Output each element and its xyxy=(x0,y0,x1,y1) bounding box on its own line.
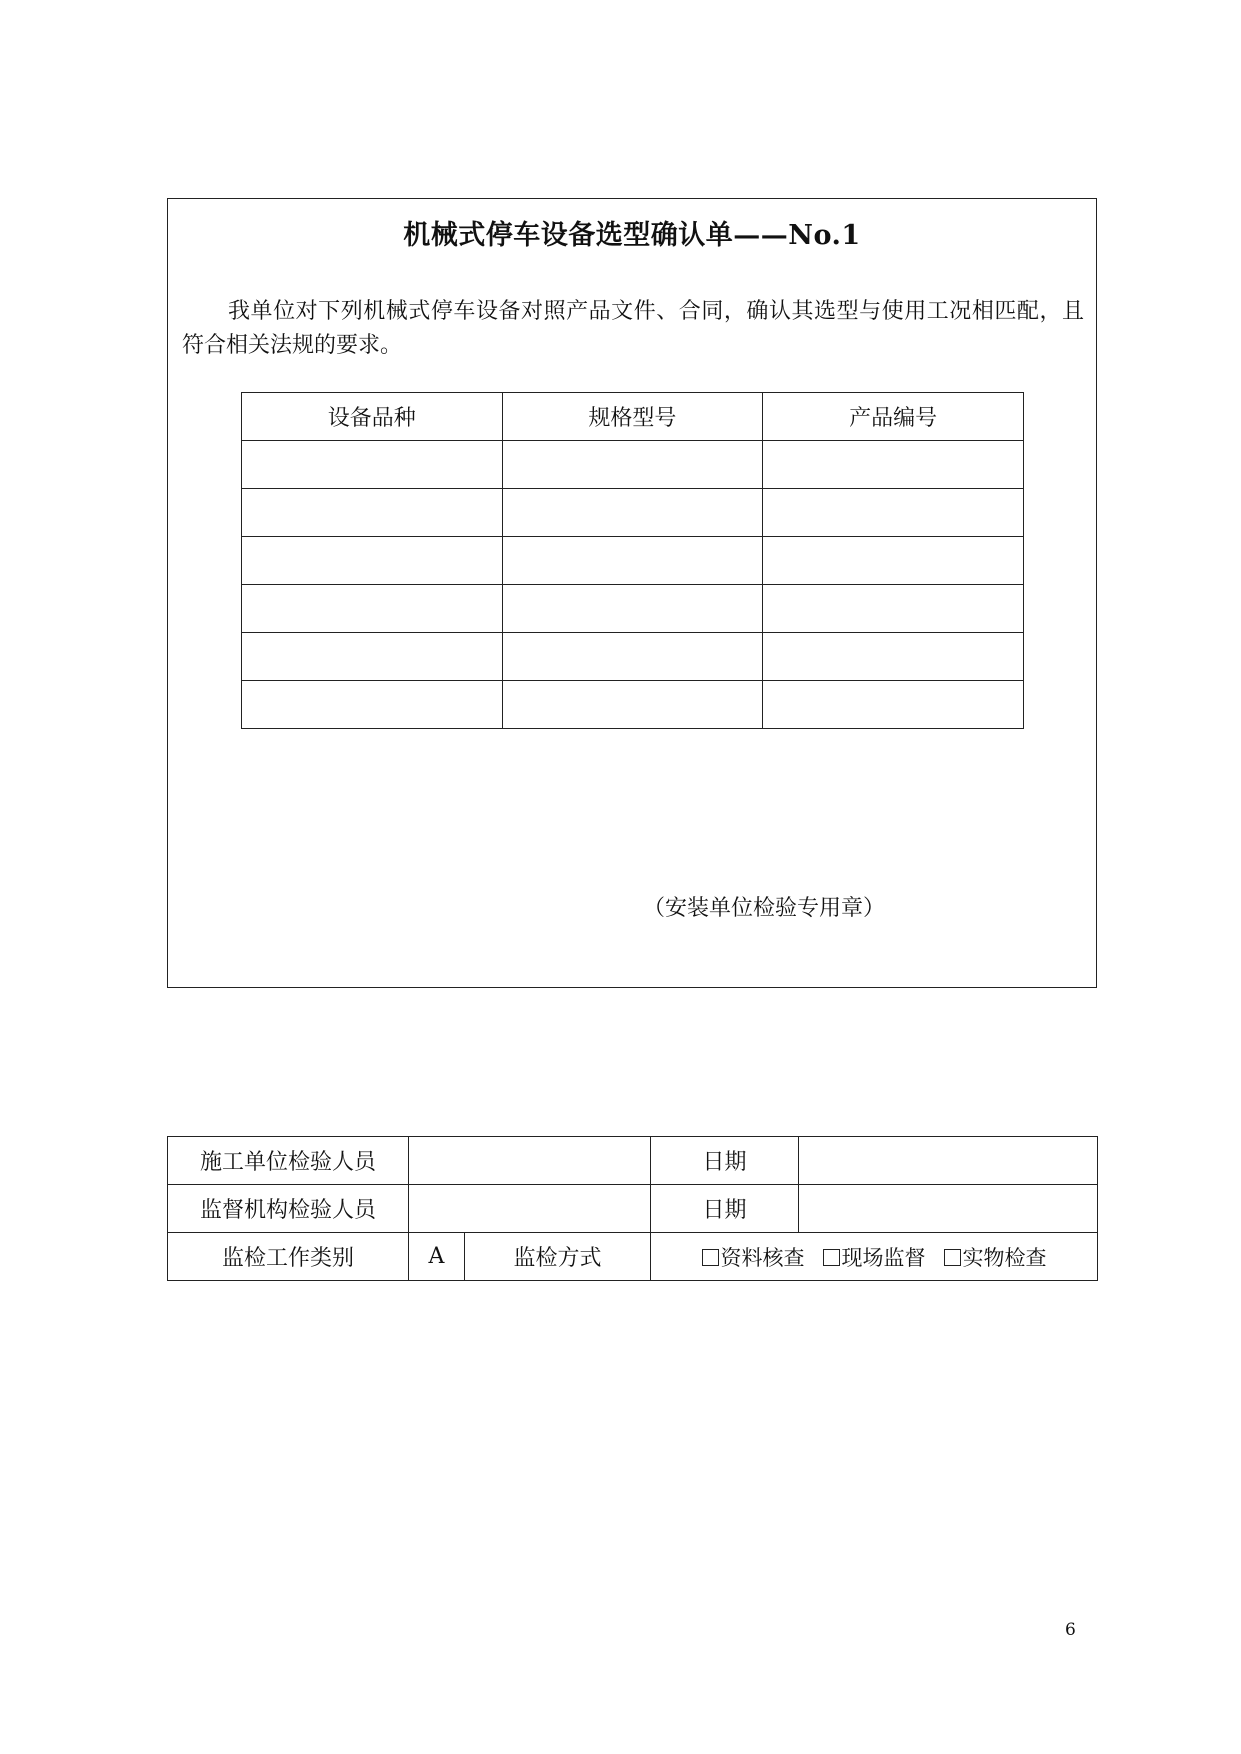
construction-inspector-field[interactable] xyxy=(409,1137,651,1185)
cell-model[interactable] xyxy=(502,489,763,537)
method-option-label: 资料核查 xyxy=(720,1245,805,1270)
table-row xyxy=(242,441,1024,489)
checkbox[interactable] xyxy=(702,1249,719,1266)
cell-equipment-type[interactable] xyxy=(242,489,503,537)
table-row xyxy=(242,585,1024,633)
cell-product-number[interactable] xyxy=(763,489,1024,537)
cell-equipment-type[interactable] xyxy=(242,441,503,489)
date-label: 日期 xyxy=(651,1137,799,1185)
equipment-table-header xyxy=(242,393,1024,441)
category-label: 监检工作类别 xyxy=(168,1233,409,1281)
date-label: 日期 xyxy=(651,1185,799,1233)
intro-paragraph: 我单位对下列机械式停车设备对照产品文件、合同，确认其选型与使用工况相匹配，且符合相关法规的要求。 xyxy=(182,299,1084,358)
inspection-table xyxy=(167,1136,1098,1281)
table-row xyxy=(242,537,1024,585)
cell-model[interactable] xyxy=(502,441,763,489)
construction-inspector-label: 施工单位检验人员 xyxy=(168,1137,409,1185)
table-row xyxy=(242,633,1024,681)
method-option-on-site[interactable] xyxy=(823,1246,926,1270)
supervision-inspector-field[interactable] xyxy=(409,1185,651,1233)
table-row xyxy=(242,489,1024,537)
cell-product-number[interactable] xyxy=(763,633,1024,681)
date-field[interactable] xyxy=(799,1185,1098,1233)
cell-model[interactable] xyxy=(502,537,763,585)
form-title: 机械式停车设备选型确认单——No.1 xyxy=(403,220,861,251)
cell-product-number[interactable] xyxy=(763,585,1024,633)
method-option-document-review[interactable] xyxy=(702,1246,805,1270)
cell-product-number[interactable] xyxy=(763,537,1024,585)
cell-equipment-type[interactable] xyxy=(242,537,503,585)
header-product-number: 产品编号 xyxy=(763,393,1024,441)
header-equipment-type: 设备品种 xyxy=(242,393,503,441)
method-option-label: 现场监督 xyxy=(841,1245,926,1270)
cell-product-number[interactable] xyxy=(763,681,1024,729)
cell-product-number[interactable] xyxy=(763,441,1024,489)
header-model: 规格型号 xyxy=(502,393,763,441)
method-label: 监检方式 xyxy=(465,1233,651,1281)
cell-equipment-type[interactable] xyxy=(242,585,503,633)
cell-model[interactable] xyxy=(502,585,763,633)
supervision-inspector-label: 监督机构检验人员 xyxy=(168,1185,409,1233)
cell-model[interactable] xyxy=(502,681,763,729)
method-option-physical[interactable] xyxy=(944,1246,1047,1270)
cell-equipment-type[interactable] xyxy=(242,681,503,729)
cell-model[interactable] xyxy=(502,633,763,681)
method-option-label: 实物检查 xyxy=(962,1245,1047,1270)
table-row xyxy=(168,1137,1098,1185)
selection-confirmation-form xyxy=(167,198,1097,988)
category-value: A xyxy=(409,1233,465,1281)
equipment-table xyxy=(241,392,1024,729)
table-row xyxy=(242,681,1024,729)
date-field[interactable] xyxy=(799,1137,1098,1185)
checkbox[interactable] xyxy=(944,1249,961,1266)
table-row xyxy=(168,1233,1098,1281)
page-number: 6 xyxy=(1065,1620,1076,1640)
checkbox[interactable] xyxy=(823,1249,840,1266)
method-options xyxy=(651,1233,1098,1281)
table-row xyxy=(168,1185,1098,1233)
cell-equipment-type[interactable] xyxy=(242,633,503,681)
stamp-caption: （安装单位检验专用章） xyxy=(643,896,886,921)
